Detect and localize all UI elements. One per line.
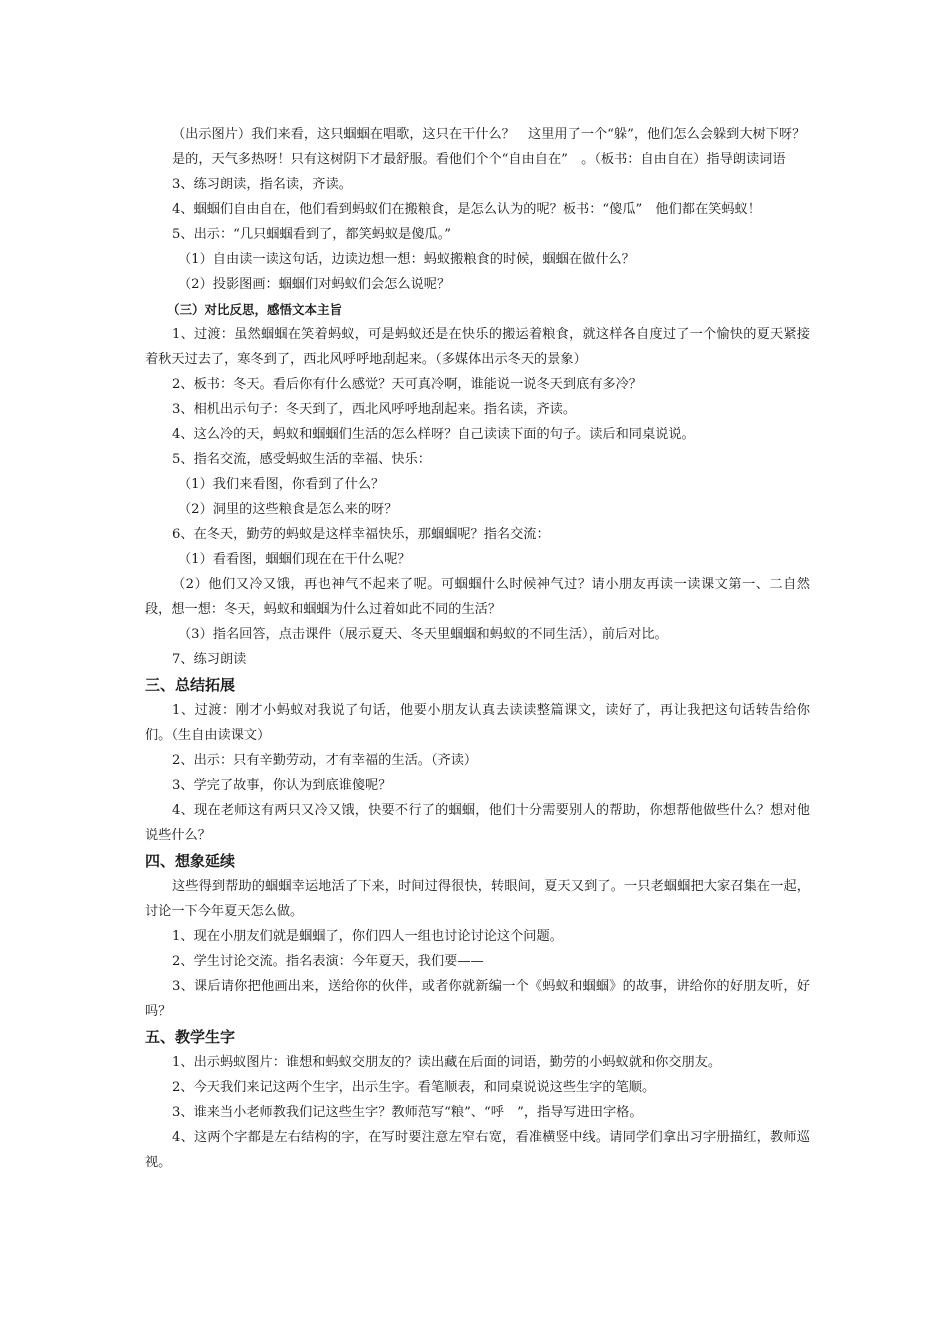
paragraph: （1）看看图，蝈蝈们现在在干什么呢？ (178, 552, 411, 567)
paragraph: 3、相机出示句子：冬天到了，西北风呼呼地刮起来。指名读，齐读。 (172, 402, 577, 417)
paragraph: 4、这么冷的天，蚂蚁和蝈蝈们生活的怎么样呀？自己读读下面的句子。读后和同桌说说。 (172, 427, 695, 442)
paragraph: 2、出示：只有辛勤劳动，才有幸福的生活。（齐读） (172, 753, 478, 768)
paragraph: 4、蝈蝈们自由自在，他们看到蚂蚁们在搬粮食，是怎么认为的呢？板书：“傻瓜” 他们都在笑蚂蚁！ (172, 202, 761, 217)
paragraph: 2、板书：冬天。看后你有什么感觉？天可真冷啊，谁能说一说冬天到底有多冷？ (172, 377, 642, 392)
paragraph: 6、在冬天，勤劳的蚂蚁是这样幸福快乐，那蝈蝈呢？指名交流： (172, 527, 550, 542)
paragraph: （3）指名回答，点击课件（展示夏天、冬天里蝈蝈和蚂蚁的不同生活），前后对比。 (178, 627, 668, 642)
paragraph: （2）投影图画：蝈蝈们对蚂蚁们会怎么说呢？ (178, 277, 451, 292)
paragraph: 这些得到帮助的蝈蝈幸运地活了下来，时间过得很快，转眼间，夏天又到了。一只老蝈蝈把大家召集在一起，讨论一下今年夏天怎么做。 (145, 879, 810, 919)
paragraph: 4、这两个字都是左右结构的字，在写时要注意左窄右宽，看准横竖中线。请同学们拿出习字册描红，教师巡视。 (145, 1130, 810, 1170)
paragraph: 1、过渡：刚才小蚂蚁对我说了句话，他要小朋友认真去读读整篇课文，读好了，再让我把这句话转告给你们。（生自由读课文） (145, 703, 810, 743)
paragraph: 1、过渡：虽然蝈蝈在笑着蚂蚁，可是蚂蚁还是在快乐的搬运着粮食，就这样各自度过了一个愉快的夏天紧接着秋天过去了，寒冬到了，西北风呼呼地刮起来。（多媒体出示冬天的景象） (145, 327, 810, 367)
paragraph: 1、出示蚂蚁图片：谁想和蚂蚁交朋友的？读出藏在后面的词语，勤劳的小蚂蚁就和你交朋友。 (172, 1055, 722, 1070)
paragraph: 2、学生讨论交流。指名表演：今年夏天，我们要—— (172, 954, 484, 969)
paragraph: 3、学完了故事，你认为到底谁傻呢？ (172, 778, 392, 793)
paragraph: 2、今天我们来记这两个生字，出示生字。看笔顺表，和同桌说说这些生字的笔顺。 (172, 1080, 656, 1095)
paragraph: 7、练习朗读 (172, 652, 247, 667)
paragraph: 3、练习朗读，指名读，齐读。 (172, 177, 352, 192)
paragraph: （1）我们来看图，你看到了什么？ (178, 477, 385, 492)
subsection-heading: （三）对比反思，感悟文本主旨 (167, 302, 343, 317)
section-heading: 四、想象延续 (145, 852, 236, 870)
paragraph: 3、谁来当小老师教我们记这些生字？教师范写“粮”、“呼 ”，指导写进田字格。 (172, 1105, 643, 1120)
paragraph: 1、现在小朋友们就是蝈蝈了，你们四人一组也讨论讨论这个问题。 (172, 929, 563, 944)
paragraph: 5、出示：“几只蝈蝈看到了，都笑蚂蚁是傻瓜。” (172, 227, 452, 242)
paragraph: （出示图片）我们来看，这只蝈蝈在唱歌，这只在干什么？ 这里用了一个“躲”，他们怎么会躲到大树下呀？ (172, 127, 806, 142)
paragraph: （2）洞里的这些粮食是怎么来的呀？ (178, 502, 398, 517)
paragraph: 4、现在老师这有两只又冷又饿，快要不行了的蝈蝈，他们十分需要别人的帮助，你想帮他做些什么？想对他说些什么？ (145, 803, 810, 843)
section-heading: 三、总结拓展 (145, 676, 236, 694)
paragraph: （2）他们又冷又饿，再也神气不起来了呢。可蝈蝈什么时候神气过？请小朋友再读一读课文第一、二自然段，想一想：冬天，蚂蚁和蝈蝈为什么过着如此不同的生活？ (145, 577, 810, 617)
paragraph: （1）自由读一读这句话，边读边想一想：蚂蚁搬粮食的时候，蝈蝈在做什么？ (178, 252, 635, 267)
paragraph: 3、课后请你把他画出来，送给你的伙伴，或者你就新编一个《蚂蚁和蝈蝈》的故事，讲给你的好朋友听，好吗？ (145, 979, 810, 1019)
document-page (145, 122, 810, 1175)
paragraph: 5、指名交流，感受蚂蚁生活的幸福、快乐： (172, 452, 431, 467)
section-heading: 五、教学生字 (145, 1028, 236, 1046)
paragraph: 是的，天气多热呀！只有这树阴下才最舒服。看他们个个“自由自在” 。（板书：自由自在）指导朗读词语 (172, 152, 786, 167)
